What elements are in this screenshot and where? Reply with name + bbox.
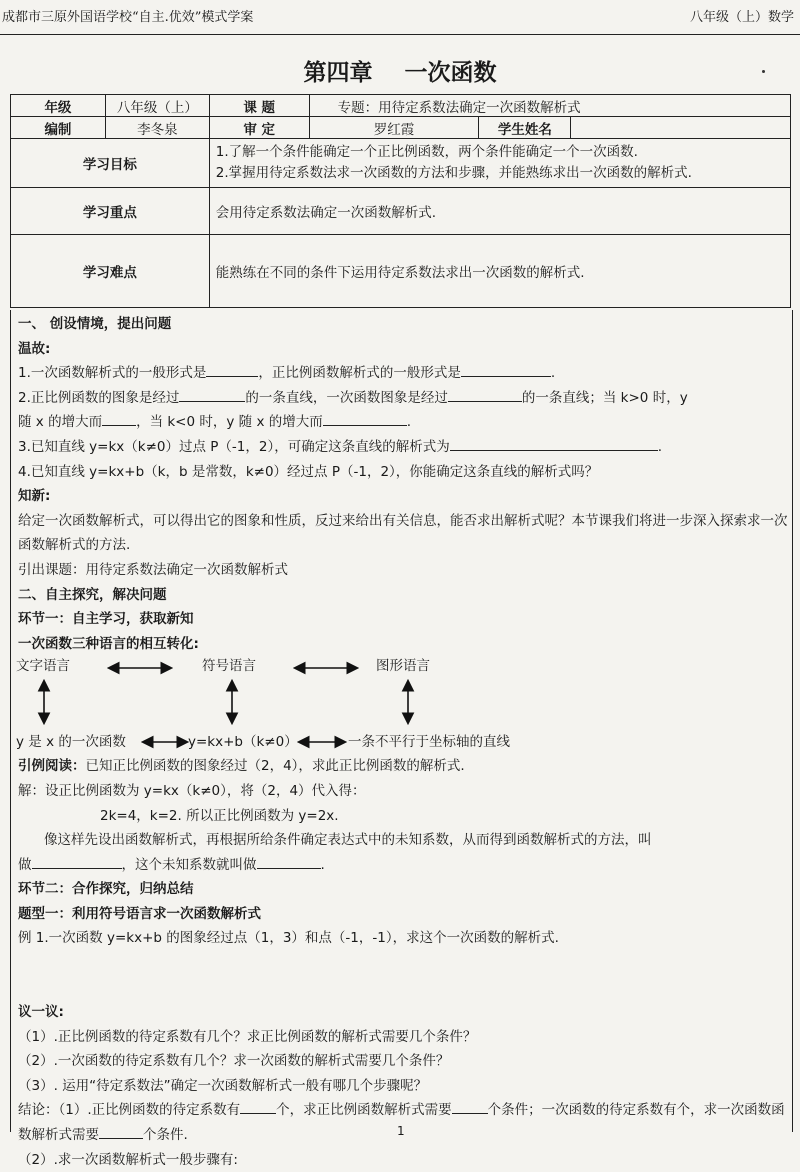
topic-intro-text: 用待定系数法确定一次函数解析式 [85, 561, 288, 578]
example-1: 例 1.一次函数 y=kx+b 的图象经过点（1，3）和点（-1，-1），求这个一次函数的解析式. [18, 930, 559, 947]
new-knowledge-label: 知新: [18, 488, 51, 505]
student-name-label: 学生姓名 [479, 117, 571, 139]
guide-text: 已知正比例函数的图象经过（2，4），求此正比例函数的解析式. [85, 758, 465, 775]
graph-language-example: 一条不平行于坐标轴的直线 [348, 734, 510, 751]
answer-blank[interactable] [461, 362, 551, 377]
symbol-language-example: y=kx+b（k≠0） [188, 734, 298, 751]
def-text-c: . [320, 856, 325, 873]
conclusion-text-d: 个条件. [143, 1127, 188, 1144]
question-1 [18, 361, 790, 386]
def-text-b: ，这个未知系数就叫做 [121, 856, 257, 873]
answer-blank[interactable] [240, 1099, 276, 1114]
discussion-item-1: （1）.正比例函数的待定系数有几个？求正比例函数的解析式需要几个条件？ [18, 1028, 477, 1045]
q2-text-b: 的一条直线，一次函数图象是经过 [245, 389, 448, 406]
focus-label: 学习重点 [11, 188, 210, 235]
q2-text-e: ，当 k<0 时，y 随 x 的增大而 [136, 414, 323, 431]
lesson-topic-line [18, 558, 790, 583]
question-2-line2 [18, 410, 790, 435]
topic-value: 专题：用待定系数法确定一次函数解析式 [309, 95, 790, 117]
solution-line-1: 解：设正比例函数为 y=kx（k≠0），将（2，4）代入得： [18, 782, 366, 799]
chapter-title: 第四章 一次函数 [303, 59, 497, 86]
goals-content [209, 139, 790, 188]
answer-blank[interactable] [452, 1099, 488, 1114]
focus-content: 会用待定系数法确定一次函数解析式. [209, 188, 790, 235]
grade-label: 年级 [11, 95, 106, 117]
word-language-example: y 是 x 的一次函数 [16, 734, 126, 751]
grade-value: 八年级（上） [105, 95, 209, 117]
answer-blank[interactable] [32, 854, 122, 869]
review-label: 温故: [18, 340, 51, 357]
editor-label: 编制 [11, 117, 106, 139]
section2-heading: 二、自主探究，解决问题 [18, 586, 167, 603]
student-name-field[interactable] [571, 117, 791, 139]
discussion-item-3: （3）. 运用“待定系数法”确定一次函数解析式一般有哪几个步骤呢？ [18, 1077, 428, 1094]
new-knowledge-text: 给定一次函数解析式，可以得出它的图象和性质，反过来给出有关信息，能否求出解析式呢？本节课我们将进一步深入探索求一次函数解析式的方法. [18, 512, 788, 554]
goal-item: 1.了解一个条件能确定一个正比例函数，两个条件能确定一个一次函数. [215, 144, 638, 160]
topic-intro-label: 引出课题： [18, 561, 86, 578]
conclusion-2: （2）.求一次函数解析式一般步骤有: [18, 1151, 238, 1168]
question-3 [18, 435, 790, 460]
topic-label: 课 题 [209, 95, 309, 117]
editor-value: 李冬泉 [105, 117, 209, 139]
conclusion-text-a: 结论：（1）.正比例函数的待定系数有 [18, 1102, 241, 1119]
graph-language-label: 图形语言 [376, 658, 430, 675]
q1-text-c: . [550, 365, 556, 382]
word-language-label: 文字语言 [16, 658, 70, 675]
page-number: 1 [397, 1124, 405, 1138]
answer-blank[interactable] [257, 854, 321, 869]
discussion-heading: 议一议: [18, 1004, 64, 1021]
answer-blank[interactable] [450, 436, 658, 451]
reviewer-label: 审 定 [209, 117, 309, 139]
conclusion-text-c: 个条件；一次函数的待定系数有个，求一次函数函数解析式需要 [18, 1102, 785, 1144]
definition-line-2 [18, 853, 790, 878]
ink-speck [762, 70, 765, 73]
step1-heading: 环节一：自主学习，获取新知 [18, 611, 194, 628]
info-row-goals [11, 139, 791, 188]
definition-line-1: 像这样先设出函数解析式，再根据所给条件确定表达式中的未知系数，从而得到函数解析式的方法，叫 [44, 832, 652, 849]
answer-blank[interactable] [323, 411, 407, 426]
q1-text-b: ，正比例函数解析式的一般形式是 [258, 365, 461, 382]
header-rule [0, 34, 800, 35]
type1-heading: 题型一：利用符号语言求一次函数解析式 [18, 905, 261, 922]
def-text-a: 做 [18, 856, 32, 873]
answer-blank[interactable] [448, 387, 522, 402]
q3-text-a: 3.已知直线 y=kx（k≠0）过点 P（-1，2），可确定这条直线的解析式为 [18, 438, 450, 455]
discussion-item-2: （2）.一次函数的待定系数有几个？求一次函数的解析式需要几个条件？ [18, 1053, 450, 1070]
school-header: 成都市三原外国语学校“自主.优效”模式学案 [2, 10, 254, 25]
step2-heading: 环节二：合作探究，归纳总结 [18, 881, 194, 898]
three-languages-diagram [18, 656, 790, 754]
info-row-grade [11, 95, 791, 117]
difficulty-label: 学习难点 [11, 235, 210, 308]
conclusion-text-b: 个，求正比例函数解析式需要 [276, 1102, 452, 1119]
question-4: 4.已知直线 y=kx+b（k，b 是常数，k≠0）经过点 P（-1，2），你能确定这条直线的解析式吗？ [18, 463, 599, 480]
example-1-work-space[interactable] [18, 951, 790, 1000]
difficulty-content: 能熟练在不同的条件下运用待定系数法求出一次函数的解析式. [209, 235, 790, 308]
lesson-body [18, 312, 790, 1172]
answer-blank[interactable] [102, 411, 136, 426]
q2-text-d: 随 x 的增大而 [18, 414, 103, 431]
q2-text-f: . [406, 414, 412, 431]
info-row-focus [11, 188, 791, 235]
q3-text-b: . [657, 438, 663, 455]
solution-line-2: 2k=4，k=2. 所以正比例函数为 y=2x. [100, 807, 339, 824]
q2-text-c: 的一条直线；当 k>0 时，y [521, 389, 688, 406]
symbol-language-label: 符号语言 [202, 658, 256, 675]
guide-label: 引例阅读： [18, 758, 86, 775]
answer-blank[interactable] [179, 387, 245, 402]
reviewer-value: 罗红霞 [309, 117, 479, 139]
info-row-editor [11, 117, 791, 139]
three-languages-heading: 一次函数三种语言的相互转化: [18, 635, 199, 652]
guide-example [18, 754, 790, 779]
goal-item: 2.掌握用待定系数法求一次函数的方法和步骤，并能熟练求出一次函数的解析式. [215, 165, 692, 181]
grade-subject-header: 八年级（上）数学 [689, 10, 794, 25]
question-2-line1 [18, 386, 790, 411]
info-row-difficulty [11, 235, 791, 308]
answer-blank[interactable] [206, 362, 258, 377]
q2-text-a: 2.正比例函数的图象是经过 [18, 389, 180, 406]
section1-heading: 一、 创设情境，提出问题 [18, 316, 172, 332]
goals-label: 学习目标 [11, 139, 210, 188]
lesson-info-table [10, 94, 791, 308]
q1-text-a: 1.一次函数解析式的一般形式是 [18, 365, 207, 382]
